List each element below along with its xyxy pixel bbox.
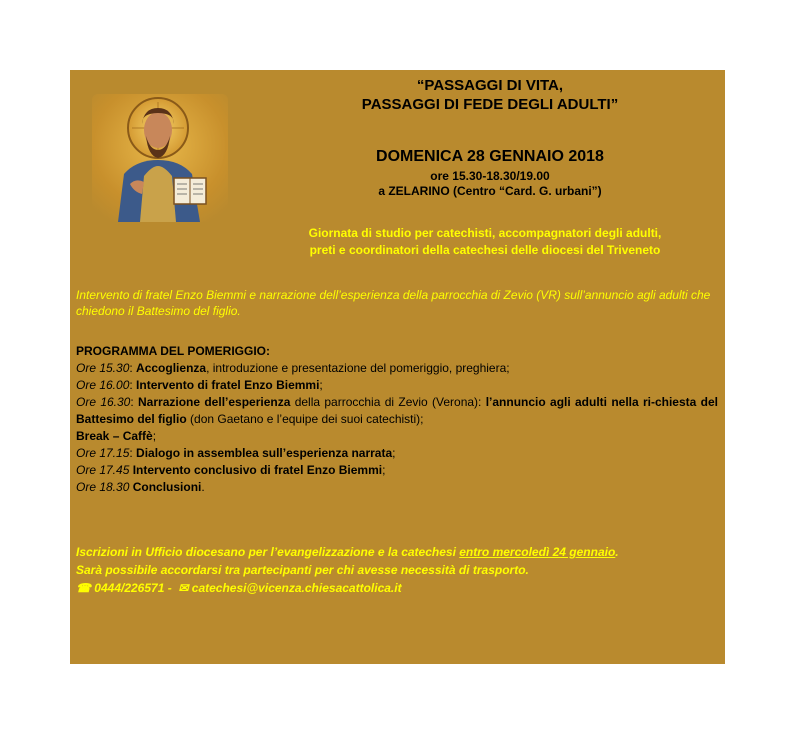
email-link[interactable]: catechesi@vicenza.chiesacattolica.it: [191, 581, 402, 595]
program-section: [76, 343, 718, 496]
mail-icon: ✉: [178, 581, 189, 595]
program-item: Ore 16.30: Narrazione dell’esperienza della parrocchia di Zevio (Verona): l’annuncio agli adulti nella ri-chiesta del Battesimo del figlio (don Gaetano e l’equipe dei suoi catechisti);: [76, 395, 718, 426]
program-item: Ore 18.30 Conclusioni.: [76, 480, 205, 494]
phone-icon: ☎: [76, 581, 91, 595]
event-time: ore 15.30-18.30/19.00: [430, 169, 550, 183]
transport-line: Sarà possibile accordarsi tra partecipanti per chi avesse necessità di trasporto.: [76, 563, 529, 577]
registration-line: Iscrizioni in Ufficio diocesano per l’evangelizzazione e la catechesi entro mercoledì 24 gennaio.: [76, 545, 619, 559]
flyer-panel: [70, 70, 725, 664]
event-title: “PASSAGGI DI VITA, PASSAGGI DI FEDE DEGLI ADULTI”: [361, 77, 619, 113]
program-item: Ore 17.15: Dialogo in assemblea sull’esperienza narrata;: [76, 446, 396, 460]
event-subtitle: Giornata di studio per catechisti, accompagnatori degli adulti, preti e coordinatori della catechesi delle diocesi del Triveneto: [308, 226, 662, 257]
event-date: DOMENICA 28 GENNAIO 2018: [376, 148, 604, 165]
program-heading: PROGRAMMA DEL POMERIGGIO:: [76, 344, 271, 358]
program-item: Break – Caffè;: [76, 429, 157, 443]
program-item: Ore 15.30: Accoglienza, introduzione e presentazione del pomeriggio, preghiera;: [76, 361, 510, 375]
program-item: Ore 16.00: Intervento di fratel Enzo Biemmi;: [76, 378, 323, 392]
registration-section: [76, 543, 718, 597]
intro-paragraph: Intervento di fratel Enzo Biemmi e narrazione dell’esperienza della parrocchia di Zevio (VR) sull’annuncio agli adulti che chiedono il Battesimo del figlio.: [76, 288, 711, 318]
event-place: a ZELARINO (Centro “Card. G. urbani”): [378, 184, 602, 198]
contact-line: [76, 579, 718, 597]
deadline: entro mercoledì 24 gennaio: [459, 545, 616, 559]
phone-number: 0444/226571 -: [94, 581, 172, 595]
christ-pantocrator-image: [92, 94, 228, 222]
program-item: Ore 17.45 Intervento conclusivo di fratel Enzo Biemmi;: [76, 463, 386, 477]
